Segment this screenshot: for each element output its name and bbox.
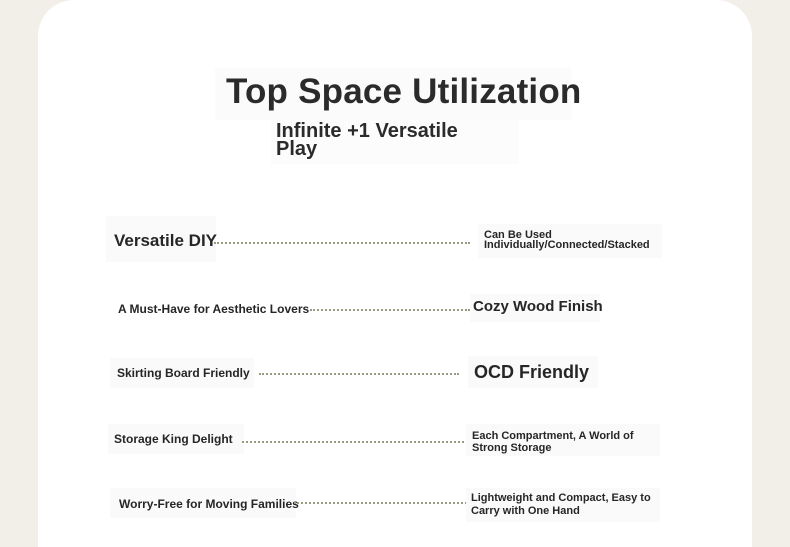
feature-card: [38, 0, 752, 547]
leader-dots: [214, 242, 470, 244]
feature-right-label: Cozy Wood Finish: [473, 298, 603, 315]
leader-dots: [310, 309, 470, 311]
feature-left-label: A Must-Have for Aesthetic Lovers: [118, 302, 310, 316]
feature-left-label: Storage King Delight: [114, 432, 233, 446]
feature-left-label: Versatile DIY: [114, 231, 218, 250]
page-title: Top Space Utilization: [226, 72, 582, 111]
feature-left-label: Skirting Board Friendly: [117, 366, 250, 380]
leader-dots: [259, 373, 459, 375]
leader-dots: [294, 502, 470, 504]
feature-right-label: OCD Friendly: [474, 362, 590, 382]
feature-right-label: Lightweight and Compact, Easy to Carry with One Hand: [471, 492, 651, 517]
leader-dots: [242, 441, 464, 443]
feature-right-label: Each Compartment, A World of Strong Storage: [472, 430, 634, 454]
feature-right-label: Can Be Used Individually/Connected/Stacked: [484, 229, 650, 251]
feature-left-label: Worry-Free for Moving Families: [119, 497, 299, 511]
page-subtitle: Infinite +1 Versatile Play: [276, 120, 458, 160]
